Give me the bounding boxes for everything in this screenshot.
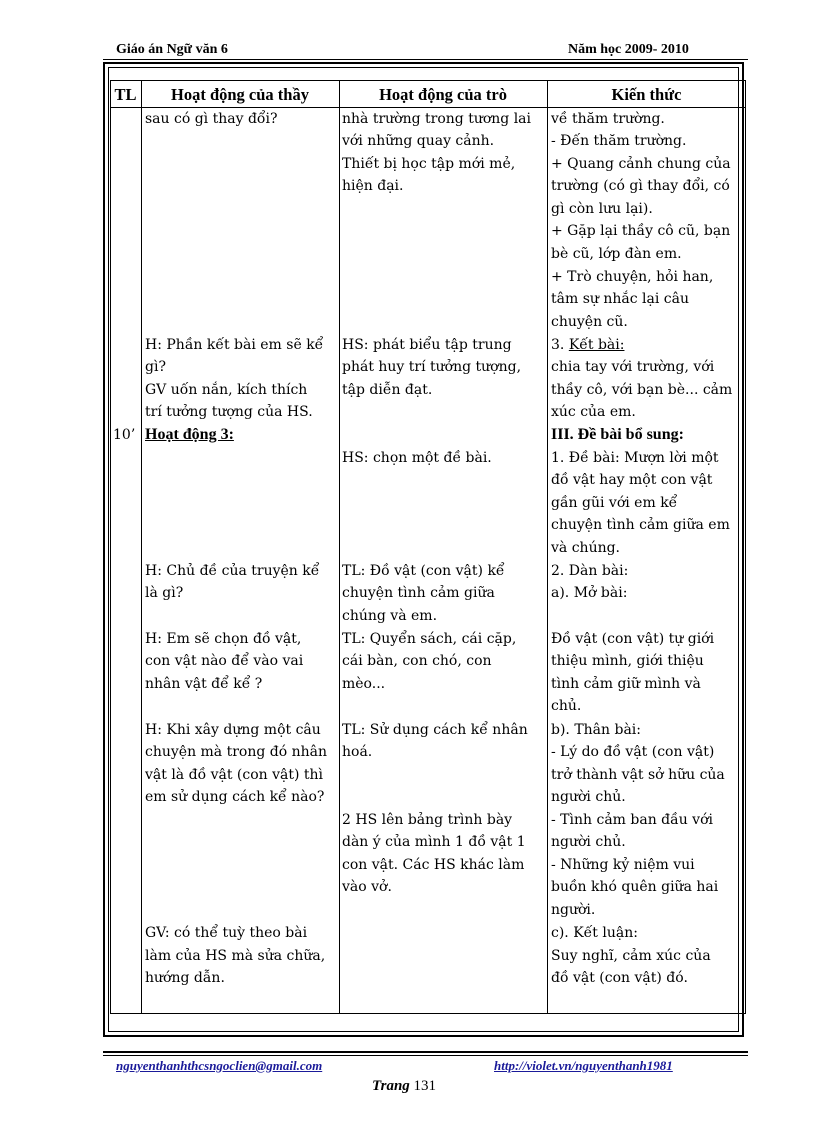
student-text: HS: chọn một đề bài. xyxy=(342,450,492,466)
knowledge-text: đồ vật (con vật) đó. xyxy=(551,970,688,986)
column-header-student: Hoạt động của trò xyxy=(379,85,507,104)
knowledge-text: c). Kết luận: xyxy=(551,925,638,941)
teacher-text: H: Phần kết bài em sẽ kể xyxy=(145,337,324,353)
knowledge-text: chuyện tình cảm giữa em xyxy=(551,517,730,533)
student-text: dàn ý của mình 1 đồ vật 1 xyxy=(342,834,526,850)
student-text: cái bàn, con chó, con xyxy=(342,653,492,669)
knowledge-text: - Những kỷ niệm vui xyxy=(551,857,695,873)
footer-rule-thin xyxy=(103,1055,748,1056)
activity-3-heading: Hoạt động 3: xyxy=(145,426,234,443)
knowledge-text: trở thành vật sở hữu của xyxy=(551,767,725,783)
knowledge-text: xúc của em. xyxy=(551,404,636,420)
header-rule xyxy=(103,59,748,60)
knowledge-text: b). Thân bài: xyxy=(551,722,641,738)
footer-website-link[interactable]: http://violet.vn/nguyenthanh1981 xyxy=(494,1058,673,1073)
student-text: con vật. Các HS khác làm xyxy=(342,857,525,873)
column-divider-2 xyxy=(339,80,340,1014)
teacher-text: gì? xyxy=(145,359,166,375)
knowledge-text: về thăm trường. xyxy=(551,111,665,127)
knowledge-text: người. xyxy=(551,902,596,918)
knowledge-text: a). Mở bài: xyxy=(551,585,628,601)
student-text: hiện đại. xyxy=(342,178,404,194)
teacher-text: H: Em sẽ chọn đồ vật, xyxy=(145,631,302,647)
header-school-year: Năm học 2009- 2010 xyxy=(568,42,689,57)
conclusion-heading: 3. Kết bài: xyxy=(551,337,625,353)
teacher-text: vật là đồ vật (con vật) thì xyxy=(145,767,324,783)
column-divider-3 xyxy=(547,80,548,1014)
knowledge-text: người chủ. xyxy=(551,789,626,805)
student-text: vào vở. xyxy=(342,879,392,895)
student-text: mèo... xyxy=(342,676,386,692)
teacher-text: GV: có thể tuỳ theo bài xyxy=(145,925,308,941)
knowledge-text: - Đến thăm trường. xyxy=(551,133,687,149)
knowledge-text: 1. Đề bài: Mượn lời một xyxy=(551,450,719,466)
header-subject: Giáo án Ngữ văn 6 xyxy=(116,42,228,57)
knowledge-text: tâm sự nhắc lại câu xyxy=(551,291,689,307)
knowledge-text: bè cũ, lớp đàn em. xyxy=(551,246,682,262)
column-header-teacher: Hoạt động của thầy xyxy=(171,85,309,104)
student-text: với những quay cảnh. xyxy=(342,133,495,149)
knowledge-text: chủ. xyxy=(551,698,582,714)
teacher-text: H: Chủ đề của truyện kể xyxy=(145,563,320,579)
knowledge-text: + Quang cảnh chung của xyxy=(551,156,731,172)
section-iii-heading: III. Đề bài bổ sung: xyxy=(551,426,684,443)
knowledge-text: đồ vật hay một con vật xyxy=(551,472,713,488)
student-text: chúng và em. xyxy=(342,608,438,624)
teacher-text: chuyện mà trong đó nhân xyxy=(145,744,328,760)
student-text: phát huy trí tưởng tượng, xyxy=(342,359,522,375)
student-text: nhà trường trong tương lai xyxy=(342,111,531,127)
knowledge-text: 2. Dàn bài: xyxy=(551,563,629,579)
column-divider-1 xyxy=(141,80,142,1014)
teacher-text: H: Khi xây dựng một câu xyxy=(145,722,321,738)
student-text: tập diễn đạt. xyxy=(342,382,433,398)
student-text: TL: Đồ vật (con vật) kể xyxy=(342,563,505,579)
teacher-text: làm của HS mà sửa chữa, xyxy=(145,948,326,964)
knowledge-text: + Trò chuyện, hỏi han, xyxy=(551,269,714,285)
student-text: TL: Quyển sách, cái cặp, xyxy=(342,631,517,647)
student-text: HS: phát biểu tập trung xyxy=(342,337,512,353)
teacher-text: sau có gì thay đổi? xyxy=(145,111,278,127)
knowledge-text: + Gặp lại thầy cô cũ, bạn xyxy=(551,223,731,239)
knowledge-text: tình cảm giữ mình và xyxy=(551,676,701,692)
column-header-tl: TL xyxy=(114,85,137,104)
teacher-text: là gì? xyxy=(145,585,184,601)
teacher-text: GV uốn nắn, kích thích xyxy=(145,382,308,398)
knowledge-text: chia tay với trường, với xyxy=(551,359,715,375)
knowledge-text: người chủ. xyxy=(551,834,626,850)
page-number: Trang 131 xyxy=(372,1078,437,1094)
knowledge-text: Suy nghĩ, cảm xúc của xyxy=(551,948,711,964)
knowledge-text: thiệu mình, giới thiệu xyxy=(551,653,704,669)
teacher-text: em sử dụng cách kể nào? xyxy=(145,789,325,805)
teacher-text: trí tưởng tượng của HS. xyxy=(145,404,313,420)
footer-email-link[interactable]: nguyenthanhthcsngoclien@gmail.com xyxy=(116,1058,323,1073)
teacher-text: hướng dẫn. xyxy=(145,970,225,986)
knowledge-text: buồn khó quên giữa hai xyxy=(551,879,719,895)
knowledge-text: trường (có gì thay đổi, có xyxy=(551,178,730,194)
knowledge-text: gì còn lưu lại). xyxy=(551,201,653,217)
knowledge-text: - Tình cảm ban đầu với xyxy=(551,812,713,828)
student-text: Thiết bị học tập mới mẻ, xyxy=(342,156,516,172)
student-text: hoá. xyxy=(342,744,373,760)
student-text: 2 HS lên bảng trình bày xyxy=(342,812,513,828)
knowledge-text: và chúng. xyxy=(551,540,621,556)
knowledge-text: chuyện cũ. xyxy=(551,314,628,330)
column-header-knowledge: Kiến thức xyxy=(611,85,682,104)
teacher-text: nhân vật để kể ? xyxy=(145,676,263,692)
footer-rule-thick xyxy=(103,1051,748,1053)
teacher-text: con vật nào để vào vai xyxy=(145,653,304,669)
knowledge-text: thầy cô, với bạn bè... cảm xyxy=(551,382,733,398)
knowledge-text: Đồ vật (con vật) tự giới xyxy=(551,631,715,647)
knowledge-text: gần gũi với em kể xyxy=(551,495,678,511)
knowledge-text: - Lý do đồ vật (con vật) xyxy=(551,744,715,760)
student-text: TL: Sử dụng cách kể nhân xyxy=(342,722,528,738)
student-text: chuyện tình cảm giữa xyxy=(342,585,495,601)
time-allocation: 10’ xyxy=(113,427,136,443)
